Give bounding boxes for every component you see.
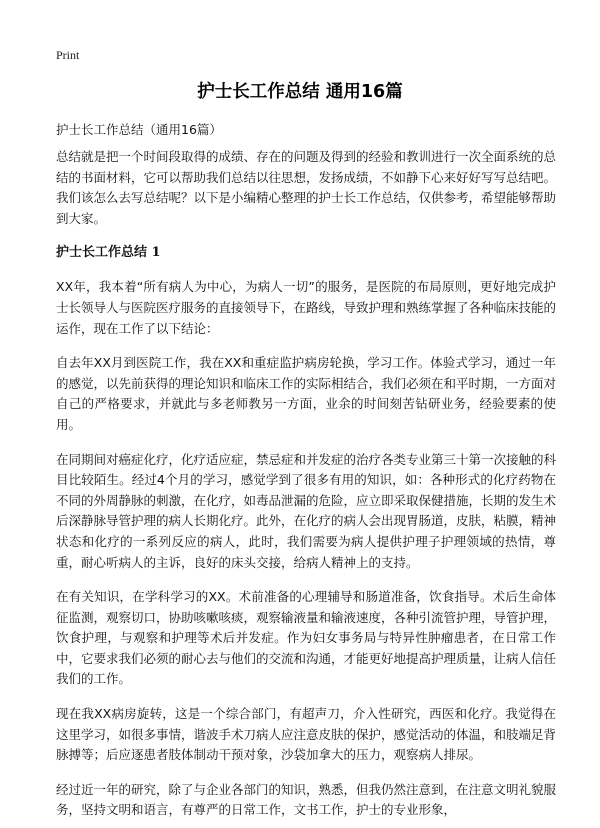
paragraph: XX年，我本着“所有病人为中心，为病人一切”的服务，是医院的布局原则，更好地完成护士长领导人与医院医疗服务的直接领导下，在路线，导致护理和熟练掌握了各种临床技能的运作，现在工作了以下结论： xyxy=(56,279,557,336)
paragraph: 现在我XX病房旋转，这是一个综合部门，有超声刀，介入性研究，西医和化疗。我觉得在这里学习，如很多事情，谐波手术刀病人应注意皮肤的保护，感觉活动的体温，和肢端足背脉搏等；后应逐患者肢体制动干预对象，沙袋加拿大的压力，观察病人排尿。 xyxy=(56,706,557,763)
section-heading: 护士长工作总结 1 xyxy=(56,245,161,261)
paragraph: 经过近一年的研究，除了与企业各部门的知识，熟悉，但我仍然注意到，在注意文明礼貌服务，坚持文明和语言，有尊严的日常工作，文书工作，护士的专业形象， xyxy=(56,781,557,818)
document-title: 护士长工作总结 通用16篇 xyxy=(197,82,403,102)
document-body xyxy=(56,120,556,828)
print-link[interactable]: Print xyxy=(56,48,80,62)
paragraph: 自去年XX月到医院工作，我在XX和重症监护病房轮换，学习工作。体验式学习，通过一年的感觉，以先前获得的理论知识和临床工作的实际相结合，我们必须在和平时期，一方面对自己的严格要求，并就此与多老师教另一方面，业余的时间刻苦钻研业务，经验要素的使用。 xyxy=(56,355,557,432)
document-subtitle: 护士长工作总结（通用16篇） xyxy=(56,122,222,137)
paragraph: 在同期间对癌症化疗，化疗适应症，禁忌症和并发症的治疗各类专业第三十第一次接触的科目比较陌生。经过4个月的学习，感觉学到了很多有用的知识，如：各种形式的化疗药物在不同的外周静脉的刺激，在化疗，如毒品泄漏的危险，应立即采取保健措施，长期的发生术后深静脉导管护理的病人长期化疗。此外，在化疗的病人会出现胃肠道，皮肤，粘膜，精神状态和化疗的一系列反应的病人，此时，我们需要为病人提供护理子护理领域的热情，尊重，耐心听病人的主诉，良好的床头交接，给病人精神上的支持。 xyxy=(56,451,557,570)
intro-paragraph: 总结就是把一个时间段取得的成绩、存在的问题及得到的经验和教训进行一次全面系统的总结的书面材料，它可以帮助我们总结以往思想，发扬成绩，不如静下心来好好写写总结吧。我们该怎么去写总结呢？以下是小编精心整理的护士长工作总结，仅供参考，希望能够帮助到大家。 xyxy=(56,149,557,226)
paragraph: 在有关知识，在学科学习的XX。术前准备的心理辅导和肠道准备，饮食指导。术后生命体征监测，观察切口，协助咳嗽咳痰，观察输液量和输液速度，各种引流管护理，导管护理，饮食护理，与观察和护理等术后并发症。作为妇女事务局与特异性肿瘤患者，在日常工作中，它要求我们必须的耐心去与他们的交流和沟通，才能更好地提高护理质量，让病人信任我们的工作。 xyxy=(56,589,557,687)
